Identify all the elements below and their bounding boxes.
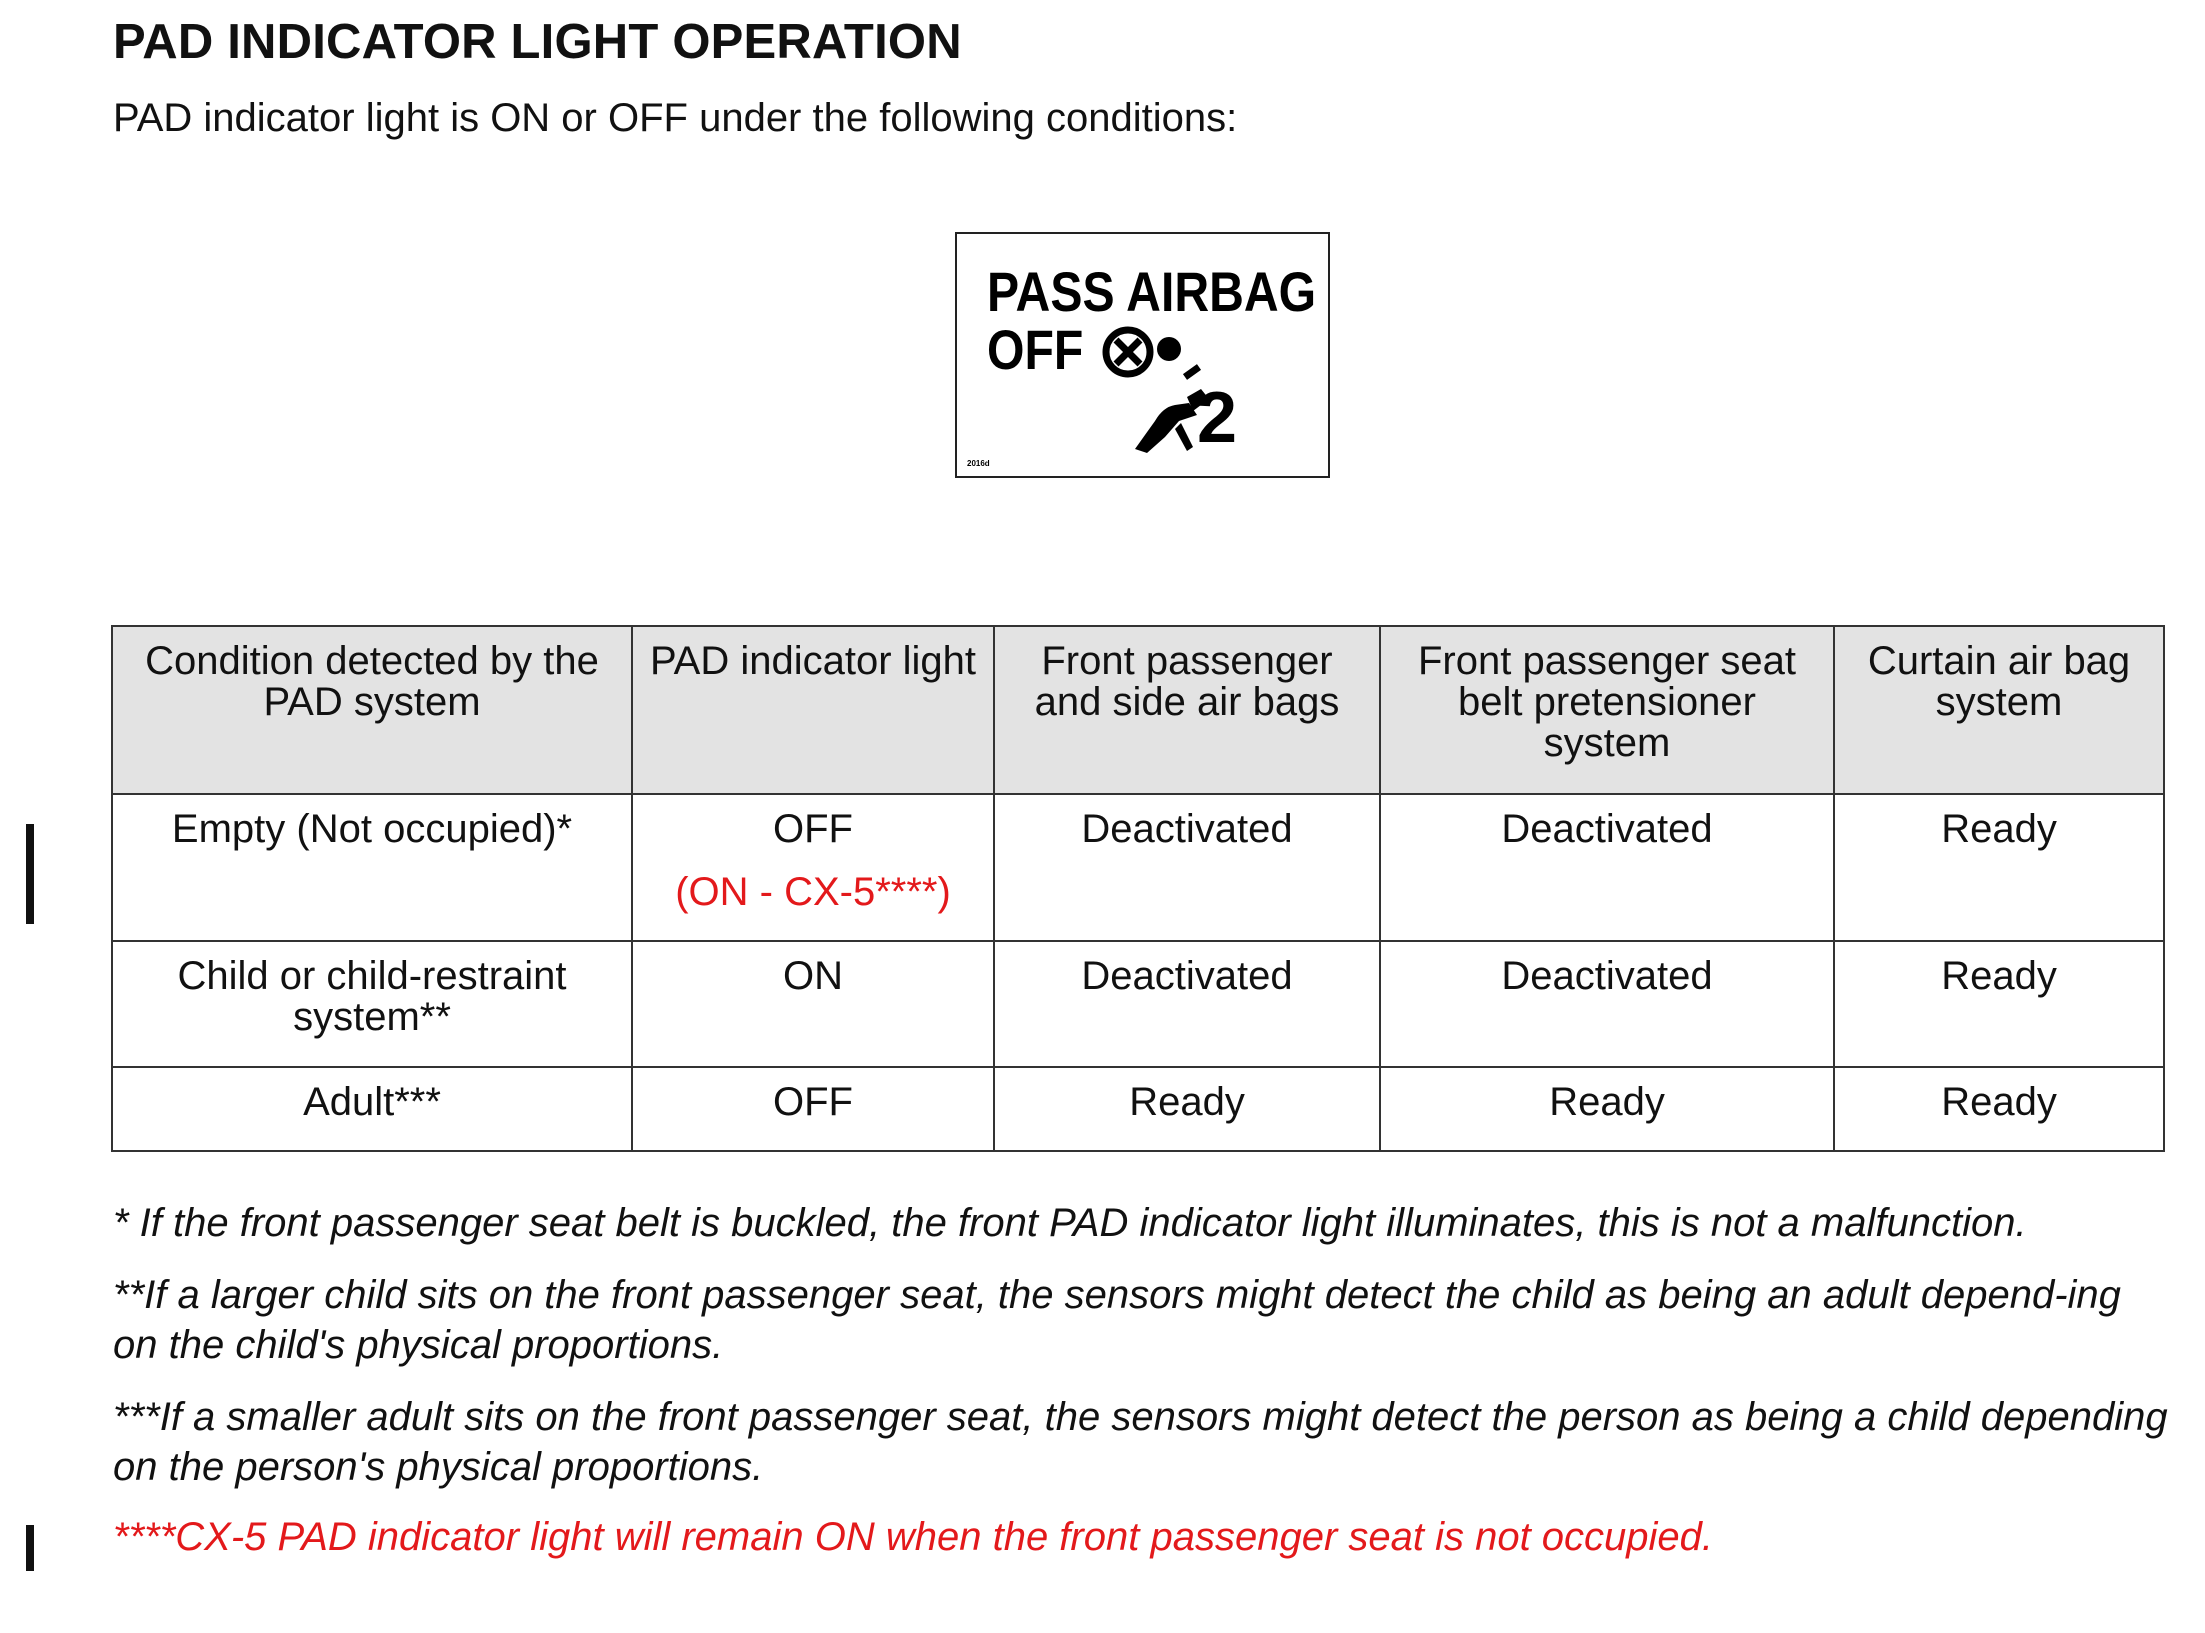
- badge-line-1: PASS AIRBAG: [987, 260, 1317, 323]
- curtain-cell: Ready: [1834, 941, 2164, 1067]
- pretensioner-cell: Deactivated: [1380, 941, 1834, 1067]
- intro-text: PAD indicator light is ON or OFF under the following conditions:: [113, 96, 1238, 140]
- indicator-value: OFF: [773, 807, 853, 851]
- pretensioner-cell: Ready: [1380, 1067, 1834, 1151]
- revision-bar: [26, 824, 34, 924]
- footnote-2: **If a larger child sits on the front passenger seat, the sensors might detect the child as being an adult depend-ing on the child's physical proportions.: [113, 1273, 2121, 1367]
- footnote-3: ***If a smaller adult sits on the front passenger seat, the sensors might detect the person as being a child depending on the person's physical proportions.: [113, 1395, 2168, 1489]
- column-header: PAD indicator light: [632, 626, 994, 794]
- table-row: [112, 794, 2164, 941]
- table-header-row: [112, 626, 2164, 794]
- condition-cell: Adult***: [112, 1067, 632, 1151]
- front-bags-cell: Deactivated: [994, 794, 1380, 941]
- badge-line-2: OFF: [987, 318, 1084, 381]
- pass-airbag-off-indicator: [955, 232, 1330, 478]
- page-title: PAD INDICATOR LIGHT OPERATION: [113, 15, 962, 69]
- curtain-cell: Ready: [1834, 794, 2164, 941]
- column-header: Condition detected by the PAD system: [112, 626, 632, 794]
- indicator-note: (ON - CX-5****): [675, 870, 951, 914]
- indicator-cell: [632, 794, 994, 941]
- condition-cell: Empty (Not occupied)*: [112, 794, 632, 941]
- table-row: [112, 1067, 2164, 1151]
- column-header: Front passenger and side air bags: [994, 626, 1380, 794]
- seat-number-label: 2: [1197, 378, 1238, 458]
- column-header: Front passenger seat belt pretensioner system: [1380, 626, 1834, 794]
- pad-operation-table: [111, 625, 2165, 1152]
- front-bags-cell: Deactivated: [994, 941, 1380, 1067]
- pretensioner-cell: Deactivated: [1380, 794, 1834, 941]
- curtain-cell: Ready: [1834, 1067, 2164, 1151]
- condition-cell: Child or child-restraint system**: [112, 941, 632, 1067]
- graphic-code: 2016d: [967, 459, 990, 468]
- column-header: Curtain air bag system: [1834, 626, 2164, 794]
- footnote-4: ****CX-5 PAD indicator light will remain ON when the front passenger seat is not occupied.: [113, 1515, 1714, 1559]
- front-bags-cell: Ready: [994, 1067, 1380, 1151]
- revision-bar: [26, 1525, 34, 1571]
- footnote-1: * If the front passenger seat belt is buckled, the front PAD indicator light illuminates, this is not a malfunction.: [113, 1201, 2027, 1245]
- indicator-cell: ON: [632, 941, 994, 1067]
- table-row: [112, 941, 2164, 1067]
- indicator-cell: OFF: [632, 1067, 994, 1151]
